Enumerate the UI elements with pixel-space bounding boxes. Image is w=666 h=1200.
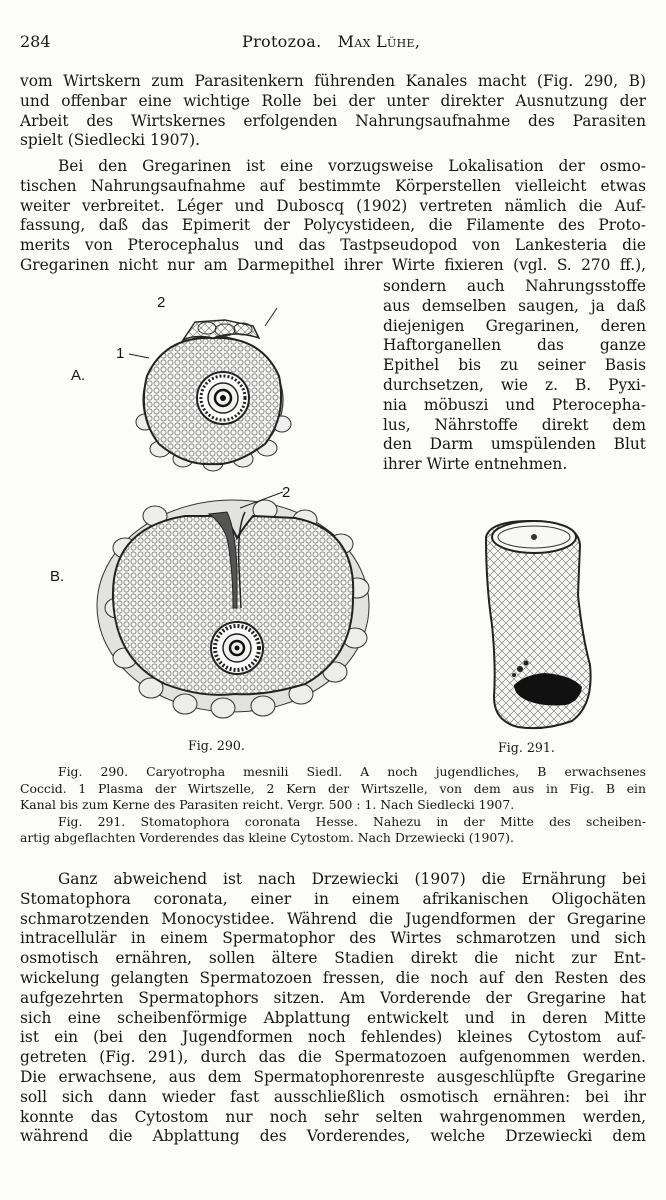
caption-line: Coccid. 1 Plasma der Wirtszelle, 2 Kern der Wirtszelle, von dem aus in Fig. B ein: [20, 780, 646, 796]
text-line: vom Wirtskern zum Parasitenkern führenden Kanales macht (Fig. 290, B): [20, 72, 646, 90]
text-line: diejenigen Gregarinen, deren: [383, 316, 646, 335]
text-line: Haftorganellen das ganze: [383, 336, 646, 355]
text-line: Die erwachsene, aus dem Spermatophorenreste ausgeschlüpfte Gregarine: [20, 1067, 646, 1086]
text-line: sondern auch Nahrungsstoffe: [383, 277, 646, 295]
text-line: intracellulär in einem Spermatophor des Wirtes schmarotzen und sich: [20, 929, 646, 948]
text-line: während die Abplattung des Vorderendes, welche Drzewiecki dem: [20, 1127, 646, 1146]
figure-captions: [20, 764, 646, 847]
paragraph-gregarinen: [20, 157, 646, 276]
caption-line: artig abgeflachten Vorderendes das kleine Cytostom. Nach Drzewiecki (1907).: [20, 830, 514, 845]
text-line: weiter verbreitet. Léger und Duboscq (1902) vertreten nämlich die Auf-: [20, 196, 646, 215]
text-line: sich eine scheibenförmige Abplattung entwickelt und in deren Mitte: [20, 1008, 646, 1027]
caption-line: Fig. 290. Caryotropha mesnili Siedl. A noch jugendliches, B erwachsenes: [58, 764, 646, 779]
text-line: osmotisch ernähren, sollen ältere Stadien direkt die nicht zur Ent-: [20, 949, 646, 968]
text-line: nia möbuszi und Pterocepha-: [383, 395, 646, 414]
text-line: aus demselben saugen, ja daß: [383, 296, 646, 315]
text-line: tischen Nahrungsaufnahme auf bestimmte Körperstellen vielleicht etwas: [20, 176, 646, 195]
text-line: Arbeit des Wirtskernes erfolgenden Nahrungsaufnahme des Parasiten: [20, 111, 646, 130]
figure-290-label: Fig. 290.: [188, 738, 245, 753]
running-head-author: Max Lühe,: [337, 32, 421, 51]
text-line: Epithel bis zu seiner Basis: [383, 356, 646, 375]
text-line: Stomatophora coronata, einer in einem afrikanischen Oligochäten: [20, 889, 646, 908]
text-line: merits von Pterocephalus und das Tastpseudopod von Lankesteria die: [20, 236, 646, 255]
text-line: Gregarinen nicht nur am Darmepithel ihrer Wirte fixieren (vgl. S. 270 ff.),: [20, 255, 646, 274]
text-line: den Darm umspülenden Blut: [383, 435, 646, 454]
running-head: [242, 32, 420, 51]
page-number: 284: [20, 32, 51, 51]
label-fig-a: A.: [71, 367, 86, 384]
text-line: aufgezehrten Spermatophors sitzen. Am Vorderende der Gregarine hat: [20, 988, 646, 1007]
paragraph-stomatophora: [20, 870, 646, 1147]
text-line: getreten (Fig. 291), durch das die Spermatozoen aufgenommen werden.: [20, 1048, 646, 1067]
text-line: Bei den Gregarinen ist eine vorzugsweise Lokalisation der osmo-: [58, 157, 646, 175]
text-line: schmarotzenden Monocystidee. Während die Jugendformen der Gregarine: [20, 909, 646, 928]
figure-291-label: Fig. 291.: [498, 740, 555, 755]
label-two-b: 2: [282, 484, 291, 501]
figure-290a-illustration: [125, 296, 295, 474]
figure-290b-illustration: [95, 488, 385, 724]
caption-line: Fig. 291. Stomatophora coronata Hesse. Nahezu in der Mitte des scheiben-: [58, 813, 646, 829]
text-line: lus, Nährstoffe direkt dem: [383, 415, 646, 434]
text-line: fassung, daß das Epimerit der Polycystideen, die Filamente des Proto-: [20, 216, 646, 235]
text-line: und offenbar eine wichtige Rolle bei der unter direkter Ausnutzung der: [20, 91, 646, 110]
text-line: ist ein (bei den Jugendformen noch fehlendes) kleines Cytostom auf-: [20, 1028, 646, 1047]
label-one: 1: [116, 345, 125, 362]
text-line: durchsetzen, wie z. B. Pyxi-: [383, 375, 646, 394]
text-line: Ganz abweichend ist nach Drzewiecki (1907) die Ernährung bei: [58, 870, 646, 888]
text-line: wickelung gelangten Spermatozoen fressen, die noch auf den Resten des: [20, 968, 646, 987]
paragraph-continuation: [20, 72, 646, 151]
figure-291-illustration: [474, 515, 594, 733]
page-header: [20, 32, 644, 56]
running-head-title: Protozoa.: [242, 32, 322, 51]
label-fig-b: B.: [50, 568, 65, 585]
wrapped-paragraph: [383, 277, 646, 475]
text-line: konnte das Cytostom nur noch sehr selten wahrgenommen werden,: [20, 1107, 646, 1126]
text-line: spielt (Siedlecki 1907).: [20, 131, 201, 150]
text-line: ihrer Wirte entnehmen.: [383, 455, 568, 474]
label-two-a: 2: [157, 294, 166, 311]
caption-line: Kanal bis zum Kerne des Parasiten reicht. Vergr. 500 : 1. Nach Siedlecki 1907.: [20, 797, 515, 812]
text-line: soll sich dann wieder fast ausschließlich osmotisch ernähren: bei ihr: [20, 1087, 646, 1106]
